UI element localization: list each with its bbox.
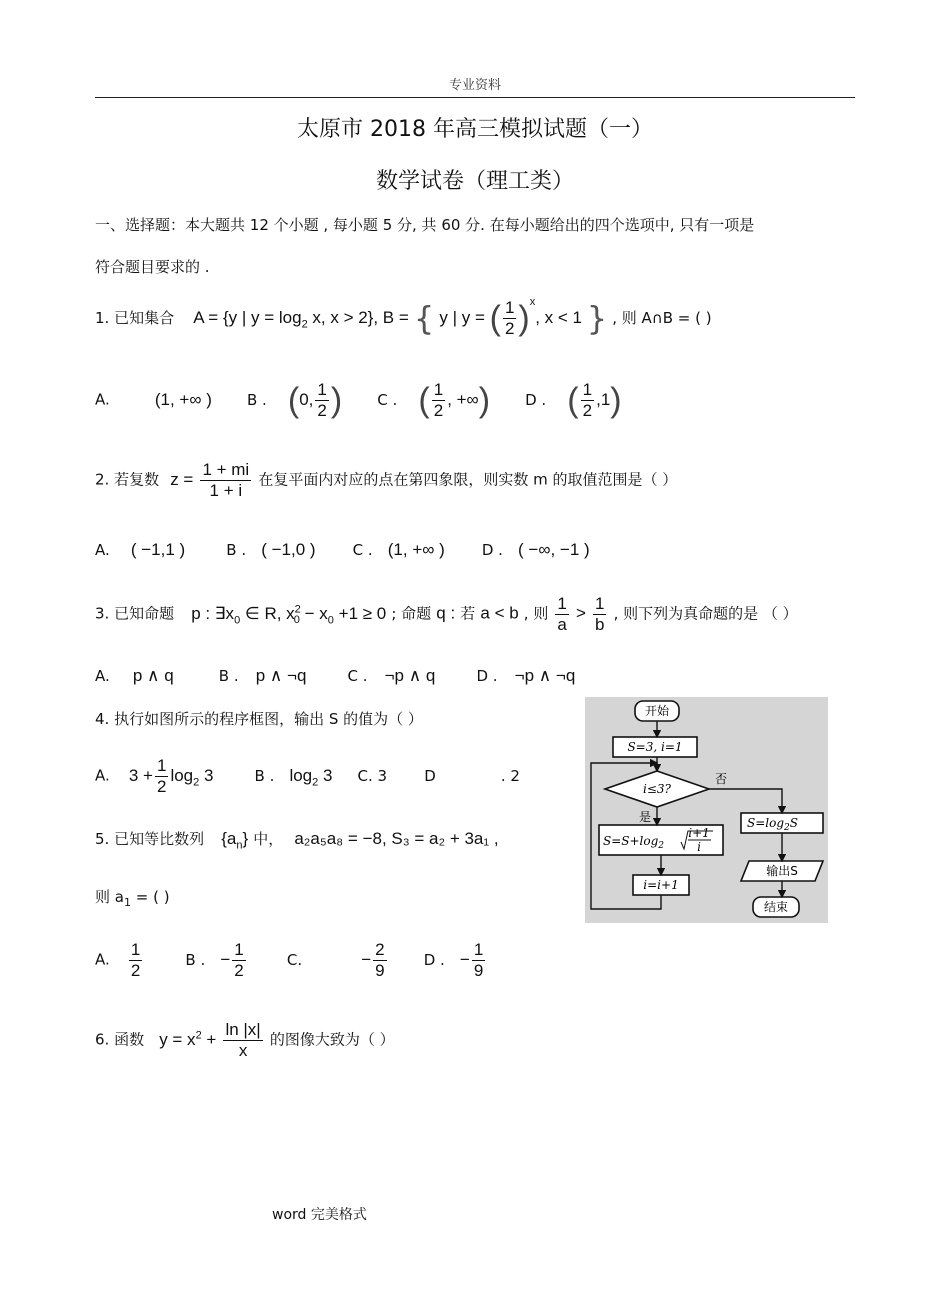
q5-option-c: − $\frac{2}{9}$ (361, 940, 385, 980)
q3-ask: , 则下列为真命题的是 （ ） (613, 604, 798, 623)
flow-condition-label: i≤3? (643, 782, 671, 796)
q6-function: $y = x^2$ + (159, 1028, 217, 1049)
flow-final-s-label: $S=\log_2S$ (747, 816, 798, 833)
question-4-stem: 4. 执行如图所示的程序框图，输出 S 的值为（ ） (95, 710, 423, 728)
q1-option-c-label: C . (377, 390, 398, 409)
question-5-stem (95, 828, 499, 851)
q2-option-b-label: B . (226, 541, 247, 559)
q5-option-d: − $\frac{1}{9}$ (459, 940, 484, 980)
q5-label: 5. 已知等比数列 (95, 830, 205, 848)
q4-option-c: C. 3 (357, 766, 388, 785)
flow-no-label: 否 (715, 772, 728, 786)
q4-option-b-label: B . (254, 766, 275, 785)
flow-yes-label: 是 (639, 810, 652, 824)
q5-option-a-label: A. (95, 950, 110, 969)
q5-option-a: $\frac{1}{2}$ (130, 940, 141, 980)
q4-option-d-label: D (424, 766, 436, 785)
q3-option-b: p ∧ ¬q (255, 666, 307, 685)
q1-label: 1. 已知集合 (95, 309, 175, 327)
q5-option-b-label: B . (185, 950, 206, 969)
q1-option-c: ( $\frac{1}{2}$ , +∞) (418, 380, 491, 420)
section-instructions-line1: 一、选择题：本大题共 12 个小题 , 每小题 5 分, 共 60 分. 在每小题给出的四个选项中, 只有一项是 (95, 216, 755, 234)
q1-option-b: (0, $\frac{1}{2}$ ) (287, 380, 343, 420)
q6-tail: 的图像大致为（ ） (269, 1030, 395, 1049)
q4-option-a: 3 + $\frac{1}{2}$ $\log_2 3$ (128, 756, 214, 796)
flow-update-s-label: $S=S+\log_2$ (603, 834, 665, 851)
header-rule (95, 97, 855, 98)
q4-option-b: $\log_2 3$ (289, 765, 333, 788)
q3-option-c: ¬p ∧ q (384, 666, 436, 685)
q5-option-c-label: C. (286, 950, 303, 969)
q1-half-fraction: $\frac{1}{2}$ (504, 298, 515, 339)
page-header: 专业资料 (448, 78, 501, 93)
q5-option-d-label: D . (423, 950, 445, 969)
question-5-options (95, 940, 487, 980)
q2-option-b: ( −1,0 ) (261, 540, 316, 559)
page-footer: word 完美格式 (272, 1207, 367, 1223)
q1-set-b: y | y = ( $\frac{1}{2}$ )$^x$, x < 1 (439, 296, 583, 339)
q5-mid: 中， (253, 830, 284, 848)
q3-option-d: ¬p ∧ ¬q (514, 666, 576, 685)
flow-start-label: 开始 (644, 704, 670, 718)
q1-option-b-label: B . (246, 390, 267, 409)
q4-option-d: . 2 (500, 766, 520, 785)
question-6-stem (95, 1020, 395, 1060)
q1-option-d-label: D . (525, 390, 547, 409)
q3-cond: a < b (480, 603, 519, 623)
q6-fraction: $\frac{\ln |x|}{x}$ (225, 1020, 261, 1060)
q1-brace-open: { (413, 299, 435, 338)
q1-option-a-label: A. (95, 390, 110, 409)
q1-option-a: (1, +∞ ) (154, 389, 212, 409)
q3-option-d-label: D . (476, 667, 498, 685)
q3-q-expr: q : (436, 603, 456, 623)
question-2-stem (95, 460, 677, 500)
question-3-stem (95, 594, 798, 634)
flow-update-s-denominator: i (697, 840, 701, 854)
flow-output-label: 输出S (766, 864, 798, 878)
q5-expression: a₂a₅a₈ = −8, S₃ = a₂ + 3a₁ , (294, 829, 499, 848)
q5-sequence: $\{a_n\}$ (221, 829, 249, 852)
question-1-stem (95, 296, 712, 339)
flow-update-s-numerator: i+1 (688, 826, 710, 840)
exam-subtitle: 数学试卷（理工类） (375, 169, 574, 194)
q3-gt: > (575, 603, 586, 623)
q2-option-d: ( −∞, −1 ) (518, 540, 590, 559)
q2-label: 2. 若复数 (95, 470, 160, 489)
q1-ask: , 则 A∩B = ( ) (612, 309, 712, 327)
q3-frac-a: $\frac{1}{a}$ (557, 594, 567, 634)
q2-option-c: (1, +∞ ) (387, 540, 445, 559)
question-2-options (95, 540, 590, 560)
q2-option-c-label: C . (352, 541, 373, 559)
q3-q-label: ; 命题 (391, 604, 432, 623)
section-instructions-line2: 符合题目要求的 . (95, 258, 210, 276)
flow-end-label: 结束 (763, 900, 789, 914)
q2-option-a-label: A. (95, 541, 110, 559)
q3-if: 若 (460, 604, 476, 623)
exam-title: 太原市 2018 年高三模拟试题（一） (297, 117, 653, 142)
q1-set-a: A = {y | $y = \log_2 x$, x > 2}, B = (193, 308, 409, 331)
q6-label: 6. 函数 (95, 1030, 145, 1049)
question-1-options (95, 380, 622, 420)
q1-option-d: ( $\frac{1}{2}$ ,1) (567, 380, 622, 420)
q3-option-c-label: C . (347, 667, 368, 685)
flowchart-figure (585, 697, 828, 923)
q3-option-a-label: A. (95, 667, 110, 685)
flow-update-i-label: i=i+1 (643, 878, 679, 892)
q1-brace-close: } (586, 299, 608, 338)
q2-fraction: $\frac{1 + mi}{1 + i}$ (202, 460, 250, 500)
q2-tail: 在复平面内对应的点在第四象限，则实数 m 的取值范围是（ ） (258, 470, 678, 489)
q3-p-expr: p : $\exists x_0$ ∈ R, $x^2_0 - x_0 +1 \ge 0$ (191, 602, 387, 626)
q2-z-eq: z = (170, 469, 194, 489)
q3-label: 3. 已知命题 (95, 604, 175, 623)
q2-option-a: ( −1,1 ) (130, 540, 186, 559)
question-5-line2: 则 $a_1$ = ( ) (95, 888, 170, 910)
q5-option-b: − $\frac{1}{2}$ (220, 940, 244, 980)
q3-then: , 则 (523, 604, 549, 623)
question-3-options (95, 666, 575, 686)
q2-option-d-label: D . (481, 541, 503, 559)
flow-init-label: S=3, i=1 (627, 740, 683, 754)
question-4-options (95, 756, 520, 796)
q3-frac-b: $\frac{1}{b}$ (595, 594, 605, 634)
q3-option-a: p ∧ q (132, 666, 174, 685)
q3-option-b-label: B . (218, 667, 239, 685)
q4-option-a-label: A. (95, 766, 110, 785)
